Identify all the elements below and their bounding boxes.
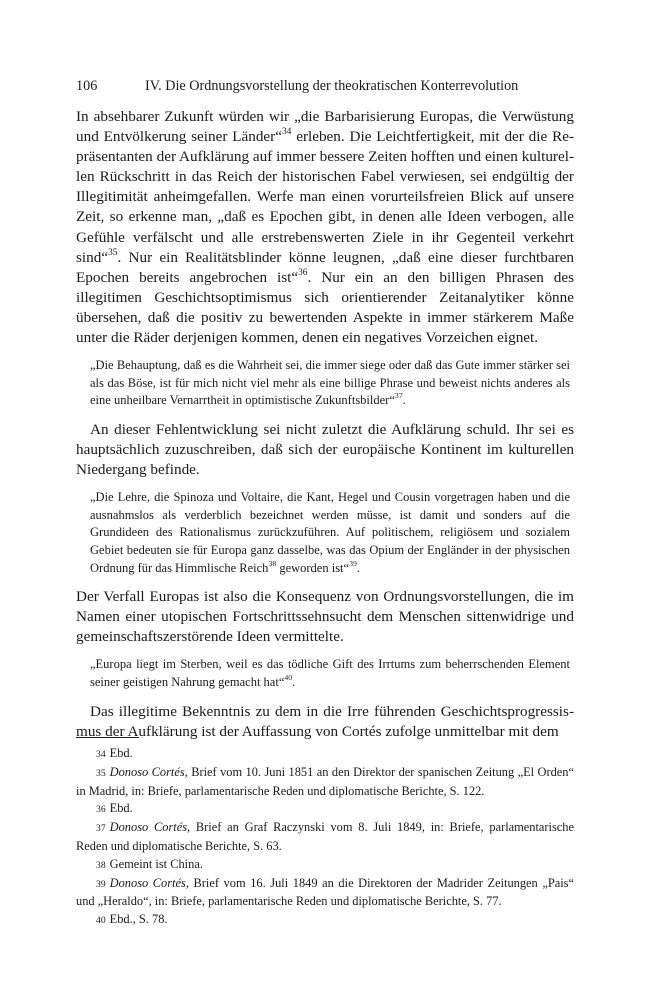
block-quote-3-text-a: „Europa liegt im Sterben, weil es das tödliche Gift des Irrtums zum beherrschenden Element seiner geistigen Nahrung gemacht hat“: [90, 657, 570, 690]
block-quote-2: [76, 489, 574, 577]
footnote-number: 37: [96, 823, 106, 835]
footnote-number: 35: [96, 767, 106, 779]
footnote-38: [76, 856, 574, 875]
paragraph-1-text-d: . Nur ein an den billigen Phrasen des illegitimen Geschichtsoptimismus sich orientierender Zeitanalytiker könne übersehen, daß die positiv zu bewertenden Aspekte in immer stärkerem Maße unter die Räder derjenigen kommen, denen ein negatives Vorzeichen eignet.: [76, 268, 574, 347]
block-quote-1-text-a: „Die Behauptung, daß es die Wahrheit sei, die immer siege oder daß das Gute immer stärker sei als das Böse, ist für mich nicht viel mehr als eine billige Phrase und beweist nichts anderes als eine unheilbare Vernarrtheit in optimistische Zukunftsbilder“: [90, 358, 570, 408]
footnote-34: [76, 745, 574, 764]
footnote-number: 38: [96, 859, 106, 871]
running-head: [76, 77, 574, 95]
paragraph-3: Der Verfall Europas ist also die Konsequenz von Ordnungsvorstellungen, die im Namen einer utopischen Fortschrittssehnsucht dem Menschen sittenwidrige und gemeinschaftszerstörende Ideen vermittelte.: [76, 588, 574, 646]
footnote-number: 40: [96, 915, 106, 927]
footnote-ref-40[interactable]: 40: [284, 673, 293, 683]
block-quote-3: [76, 656, 574, 691]
footnotes: [76, 745, 574, 930]
footnote-divider: [76, 737, 139, 738]
paragraph-4: Das illegitime Bekenntnis zu dem in die Irre führenden Geschichtsprogressismus der Aufklärung ist der Auffassung von Cortés zufolge unmittelbar mit dem: [76, 702, 574, 740]
footnote-text: Ebd., S. 78.: [109, 912, 168, 927]
footnote-ref-35[interactable]: 35: [108, 247, 118, 258]
page-number: 106: [76, 78, 98, 94]
paragraph-2: An dieser Fehlentwicklung sei nicht zuletzt die Aufklärung schuld. Ihr sei es hauptsächlich zuzuschreiben, daß sich der europäische Kontinent im kulturellen Niedergang befinde.: [76, 420, 574, 479]
footnote-ref-34[interactable]: 34: [281, 127, 292, 138]
footnote-text: Brief an Graf Raczynski vom 8. Juli 1849, in: Briefe, parlamentarische Reden und diplomatische Berichte, S. 63.: [76, 820, 575, 853]
paragraph-1: [76, 107, 574, 348]
footnote-36: [76, 800, 574, 819]
footnote-text: Ebd.: [109, 746, 133, 760]
footnote-ref-39[interactable]: 39: [349, 558, 357, 568]
footnote-35: [76, 764, 574, 801]
footnote-text: Brief vom 10. Juni 1851 an den Direktor der spanischen Zeitung „El Orden“ in Madrid, in: Briefe, parlamentarische Reden und diplomatische Berichte, S. 122.: [76, 764, 574, 798]
footnote-text: Ebd.: [109, 801, 133, 816]
block-quote-3-text-b: .: [292, 675, 296, 690]
block-quote-2-text-a: „Die Lehre, die Spinoza und Voltaire, die Kant, Hegel und Cousin vorgetragen haben und die ausnahmslos als verderblich bezeichnet werden müsse, ist damit und sonders auf die Grundideen des Rationalismus zurückzuführen. Auf politischem, religiösem und sozialem Gebiet bedeuten sie für Europa ganz dasselbe, was das Opium der Engländer in der physischen Ordnung für das Himmlische Reich: [90, 490, 570, 575]
paragraph-1-text-b: erleben. Die Leichtfertigkeit, mit der die Repräsentanten der Aufklärung auf immer bessere Zeiten hofften und einen kulturellen Rückschritt in das Reich der historischen Fabel verwiesen, sei endgültig der Illegitimität anheimgefallen. Werfe man einen vorurteilsfreien Blick auf unsere Zeit, so erkenne man, „daß es Epochen gibt, in denen alle Ideen verbogen, alle Gefühle verfälscht und alle erstrebenswerten Ziele in ihr Gegenteil verkehrt sind“: [76, 128, 575, 266]
block-quote-1-text-b: .: [402, 393, 406, 408]
footnote-ref-38[interactable]: 38: [268, 558, 277, 568]
footnote-author: Donoso Cortés,: [109, 764, 188, 779]
footnote-text: Gemeint ist China.: [109, 856, 203, 871]
footnote-40: [76, 911, 574, 930]
paragraph-1-text-c: . Nur ein Realitätsblinder könne leugnen, „daß eine dieser furchtbaren Epochen bereits angebrochen ist“: [76, 248, 574, 286]
chapter-title: IV. Die Ordnungsvorstellung der theokratischen Konterrevolution: [145, 78, 519, 94]
footnote-39: [76, 875, 574, 912]
footnote-text: Brief vom 16. Juli 1849 an die Direktoren der Madrider Zeitungen „Pais“ und „Heraldo“, in: Briefe, parlamentarische Reden und diplomatische Berichte, S. 77.: [76, 875, 574, 909]
block-quote-2-text-c: .: [356, 560, 360, 575]
footnote-number: 36: [96, 804, 106, 816]
footnote-author: Donoso Cortés,: [109, 820, 191, 835]
footnote-number: 34: [96, 749, 106, 760]
block-quote-1: [76, 357, 574, 410]
footnote-number: 39: [96, 878, 106, 890]
footnote-ref-37[interactable]: 37: [394, 391, 403, 401]
footnote-37: [76, 819, 574, 856]
footnote-ref-36[interactable]: 36: [298, 267, 308, 278]
paragraph-1-text-a: In absehbarer Zukunft würden wir „die Barbarisierung Europas, die Verwüstung und Entvölkerung seiner Länder“: [76, 108, 574, 146]
body-text: [76, 107, 574, 742]
block-quote-2-text-b: geworden ist“: [276, 560, 350, 575]
footnote-author: Donoso Cortés,: [109, 875, 189, 890]
